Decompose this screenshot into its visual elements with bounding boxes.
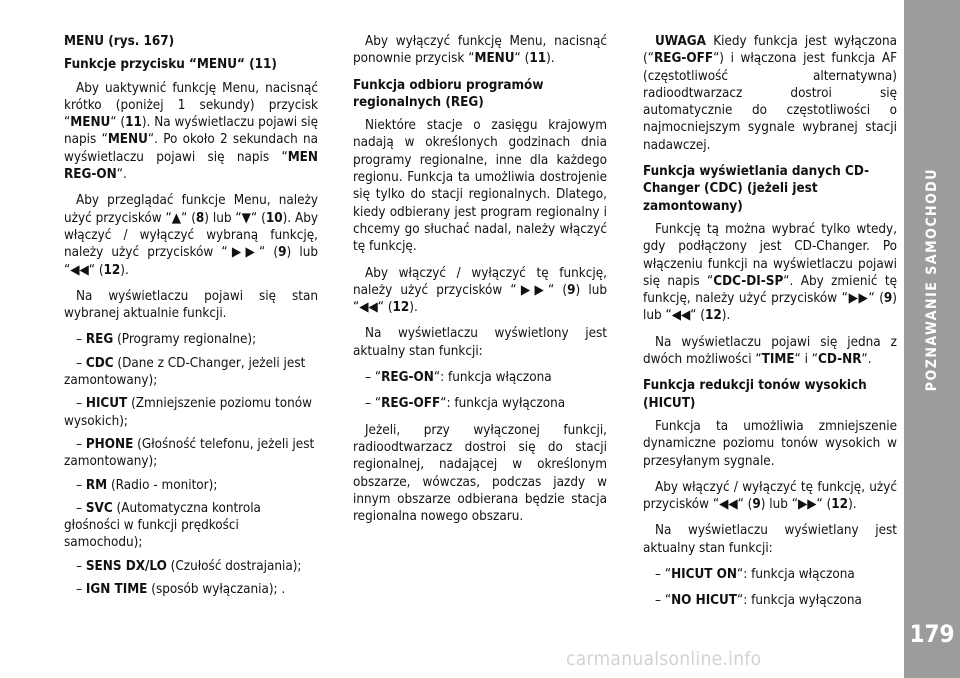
chapter-side-tab: [904, 0, 960, 678]
heading-hicut: Funkcja redukcji tonów wysokich (HICUT): [643, 378, 867, 411]
paragraph-hicut-state: Na wyświetlaczu wyświetlany jest aktualny stan funkcji:: [643, 523, 897, 556]
chapter-label: POZNAWANIE SAMOCHODU: [924, 168, 940, 392]
warning-note: UWAGA Kiedy funkcja jest wyłączona (“REG-OFF“) i włączona jest funkcja AF (częstotliwość alternatywna) radioodtwarzacz dostroi się automatycznie do częstotliwości o najmocniejszym sygnale wybranej stacji nadawczej.: [643, 34, 897, 153]
paragraph-toggle-reg: Aby włączyć / wyłączyć tę funkcję, należy użyć przycisków “▶▶“ (9) lub “◀◀“ (12).: [353, 265, 607, 316]
section-title: MENU (rys. 167): [64, 34, 175, 49]
page-number: 179: [909, 620, 955, 648]
column-2: [353, 33, 607, 534]
list-item: – HICUT (Zmniejszenie poziomu tonów wysokich);: [64, 396, 312, 429]
paragraph-reg-state: Na wyświetlaczu wyświetlony jest aktualny stan funkcji:: [353, 326, 607, 359]
paragraph-activate-menu: Aby uaktywnić funkcję Menu, nacisnąć krótko (poniżej 1 sekundy) przycisk “MENU“ (11). Na wyświetlaczu pojawi się napis “MENU“. Po około 2 sekundach na wyświetlaczu pojawi się napis “MEN REG-ON“.: [64, 80, 319, 183]
paragraph-cdc-options: Na wyświetlaczu pojawi się jedna z dwóch możliwości “TIME“ i “CD-NR“.: [643, 334, 897, 368]
column-3: [643, 33, 897, 619]
list-item: – REG (Programy regionalne);: [76, 332, 257, 348]
list-item-hicut-on: – “HICUT ON“: funkcja włączona: [655, 567, 855, 583]
chapter-label-container: [904, 0, 960, 560]
heading-cd-changer: Funkcja wyświetlania danych CD-Changer (CDC) (jeżeli jest zamontowany): [643, 164, 870, 214]
paragraph-regional-info: Niektóre stacje o zasięgu krajowym nadają w określonych godzinach dnia programy regionalne, inne dla każdego regionu. Funkcja ta umożliwia dostrojenie się tylko do stacji regionalnych. Dlatego, kiedy odbierany jest program regionalny i chcemy go słuchać nadal, należy włączyć tę funkcję.: [353, 118, 607, 255]
paragraph-cdc: Funkcję tą można wybrać tylko wtedy, gdy podłączony jest CD-Changer. Po włączeniu funkcji na wyświetlaczu pojawi się napis “CDC-DI-SP“. Aby zmienić tę funkcję, należy użyć przycisków “▶▶“ (9) lub “◀◀“ (12).: [643, 221, 897, 324]
list-item: – SVC (Automatyczna kontrola głośności w funkcji prędkości samochodu);: [64, 500, 261, 551]
list-item: – PHONE (Głośność telefonu, jeżeli jest zamontowany);: [64, 436, 315, 470]
paragraph-hicut-info: Funkcja ta umożliwia zmniejszenie dynamiczne poziomu tonów wysokich w przesyłanym sygnale.: [643, 418, 897, 469]
heading-regional-programs: Funkcja odbioru programów regionalnych (REG): [353, 77, 544, 110]
paragraph-disable-menu: Aby wyłączyć funkcję Menu, nacisnąć ponownie przycisk “MENU“ (11).: [353, 34, 607, 67]
list-item-reg-on: – “REG-ON“: funkcja włączona: [365, 370, 552, 386]
list-item-reg-off: – “REG-OFF“: funkcja wyłączona: [365, 396, 566, 412]
list-item: – RM (Radio - monitor);: [76, 477, 218, 493]
paragraph-browse-menu: Aby przeglądać funkcje Menu, należy użyć przycisków “▲“ (8) lub “▼“ (10). Aby włączyć / wyłączyć wybraną funkcję, należy użyć przycisków “▶▶“ (9) lub “◀◀“ (12).: [64, 193, 318, 278]
paragraph-display-state: Na wyświetlaczu pojawi się stan wybranej aktualnie funkcji.: [64, 288, 318, 322]
list-item-no-hicut: – “NO HICUT“: funkcja wyłączona: [655, 593, 862, 609]
paragraph-regional-note: Jeżeli, przy wyłączonej funkcji, radioodtwarzacz dostroi się do stacji regionalnej, nadającej w określonym obszarze, wówczas, podczas jazdy w innym obszarze odbierana będzie stacja regionalna nowego obszaru.: [353, 422, 607, 525]
list-item: – SENS DX/LO (Czułość dostrajania);: [76, 558, 302, 574]
paragraph-toggle-hicut: Aby włączyć / wyłączyć tę funkcję, użyć przycisków “◀◀“ (9) lub “▶▶“ (12).: [643, 479, 897, 513]
list-item: – CDC (Dane z CD-Changer, jeżeli jest zamontowany);: [64, 355, 306, 389]
subheading-menu-button: Funkcje przycisku “MENU“ (11): [64, 57, 277, 73]
column-1: [64, 33, 318, 604]
watermark: carmanualsonline.info: [566, 648, 762, 670]
list-item: – IGN TIME (sposób wyłączania); .: [76, 582, 286, 598]
